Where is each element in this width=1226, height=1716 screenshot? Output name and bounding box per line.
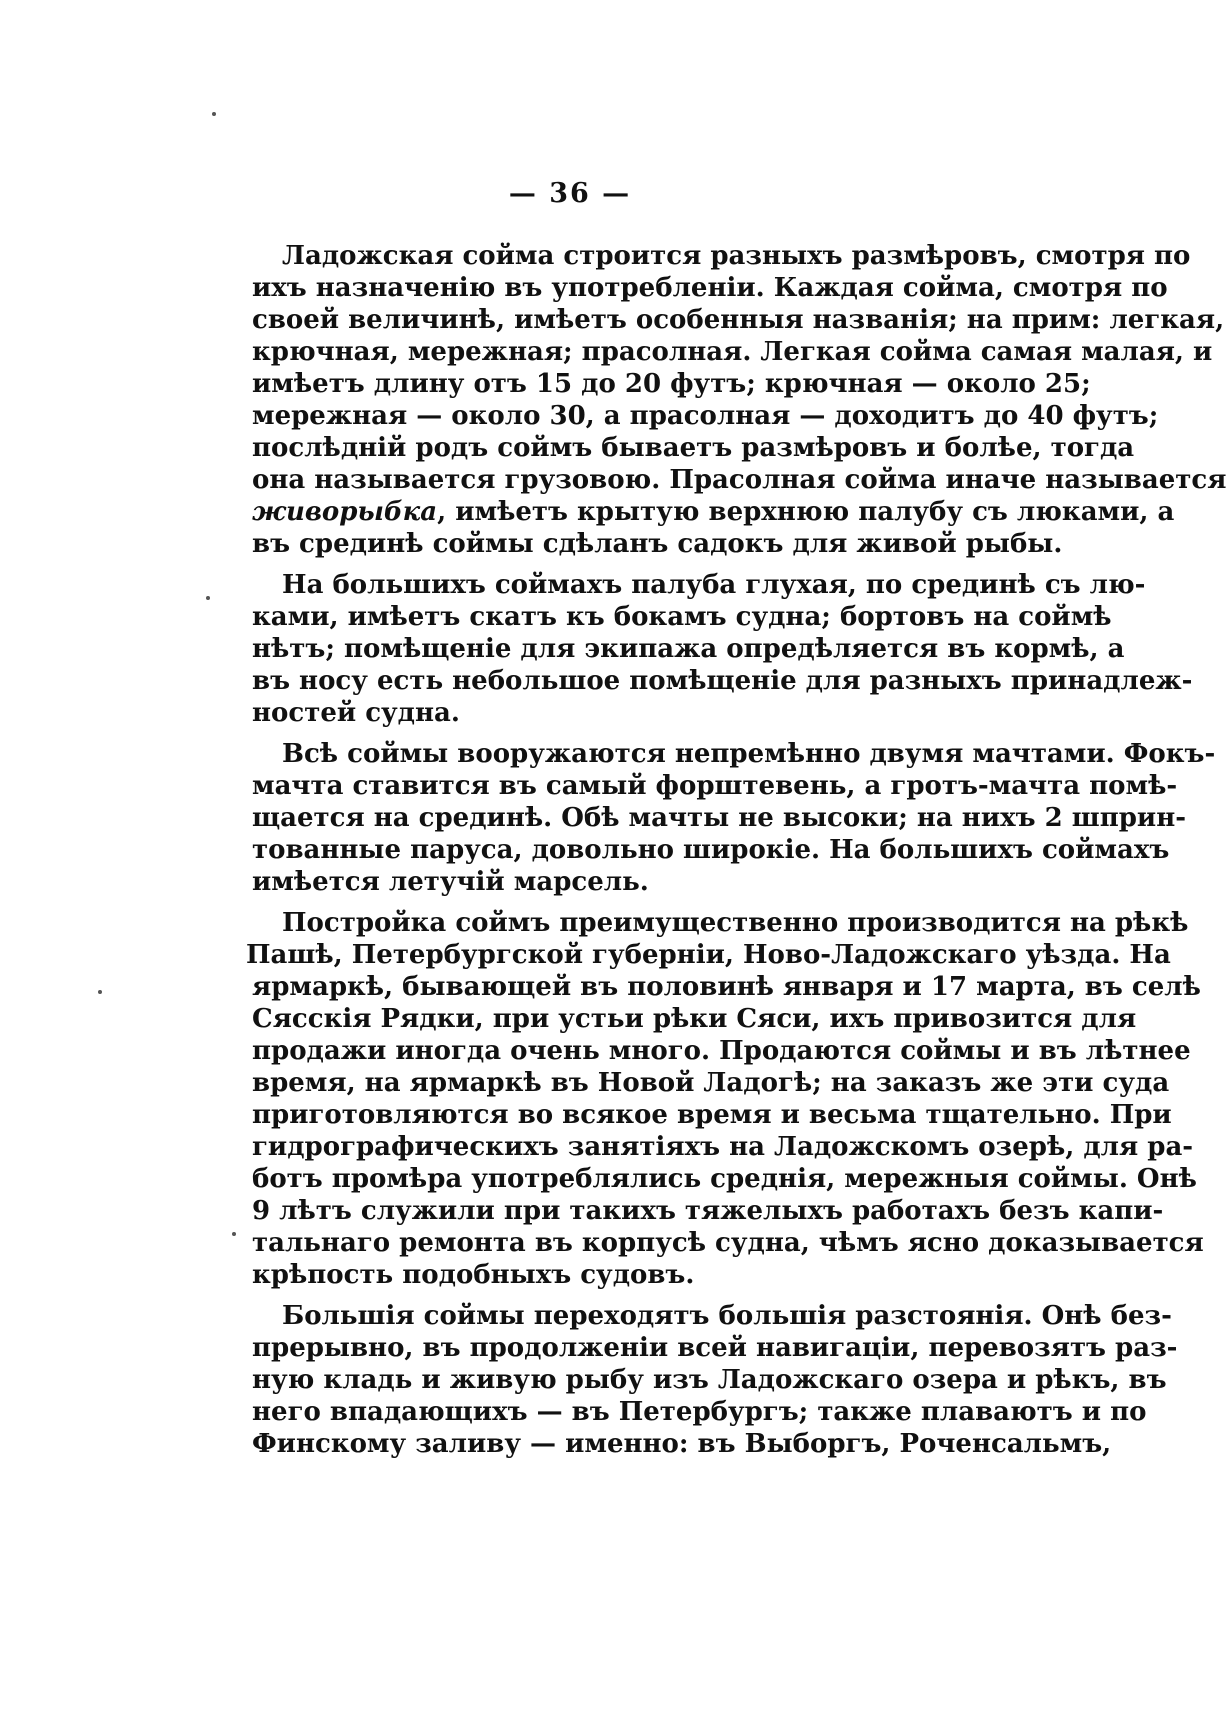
text-line: На большихъ соймахъ палуба глухая, по срединѣ съ лю-: [282, 570, 1146, 600]
text-line: она называется грузовою. Прасолная сойма иначе называется: [252, 465, 1226, 495]
paragraph-5: [252, 1300, 1178, 1460]
text-line-rest: , имѣетъ крытую верхнюю палубу съ люками, а: [437, 497, 1175, 527]
text-line: въ носу есть небольшое помѣщеніе для разныхъ принадлеж-: [252, 666, 1193, 696]
text-line: ную кладь и живую рыбу изъ Ладожскаго озера и рѣкъ, въ: [252, 1365, 1167, 1395]
text-line: щается на срединѣ. Обѣ мачты не высоки; на нихъ 2 шприн-: [252, 803, 1187, 833]
text-line: послѣдній родъ соймъ бываетъ размѣровъ и болѣе, тогда: [252, 433, 1135, 463]
page-body-text: [246, 240, 1226, 1460]
text-line: время, на ярмаркѣ въ Новой Ладогѣ; на заказъ же эти суда: [252, 1068, 1170, 1098]
text-line: ихъ назначенію въ употребленіи. Каждая сойма, смотря по: [252, 273, 1168, 303]
text-line: ками, имѣетъ скатъ къ бокамъ судна; бортовъ на соймѣ: [252, 602, 1112, 632]
text-line: гидрографическихъ занятіяхъ на Ладожскомъ озерѣ, для ра-: [252, 1132, 1194, 1162]
text-line: приготовляются во всякое время и весьма тщательно. При: [252, 1100, 1172, 1130]
scan-speck: [98, 990, 102, 994]
text-line: ярмаркѣ, бывающей въ половинѣ января и 17 марта, въ селѣ: [252, 972, 1201, 1002]
paragraph-4: [246, 907, 1204, 1291]
text-line: Ладожская сойма строится разныхъ размѣровъ, смотря по: [282, 241, 1191, 271]
text-line: въ срединѣ соймы сдѣланъ садокъ для живой рыбы.: [252, 529, 1063, 559]
text-line: ботъ промѣра употреблялись среднія, мережныя соймы. Онѣ: [252, 1164, 1197, 1194]
page-number: — 36 —: [508, 178, 632, 209]
text-line: мачта ставится въ самый форштевень, а гротъ-мачта помѣ-: [252, 771, 1178, 801]
paragraph-2: [252, 569, 1193, 729]
text-line: Всѣ соймы вооружаются непремѣнно двумя мачтами. Фокъ-: [282, 739, 1216, 769]
text-line: 9 лѣтъ служили при такихъ тяжелыхъ работахъ безъ капи-: [252, 1196, 1164, 1226]
text-line: Пашѣ, Петербургской губерніи, Ново-Ладожскаго уѣзда. На: [246, 940, 1171, 970]
text-line: имѣется летучій марсель.: [252, 867, 649, 897]
text-line: своей величинѣ, имѣетъ особенныя названія; на прим: легкая,: [252, 305, 1225, 335]
text-line: него впадающихъ — въ Петербургъ; также плаваютъ и по: [252, 1397, 1147, 1427]
text-line: крючная, мережная; прасолная. Легкая сойма самая малая, и: [252, 337, 1213, 367]
text-line: тальнаго ремонта въ корпусѣ судна, чѣмъ ясно доказывается: [252, 1228, 1204, 1258]
text-line: крѣпость подобныхъ судовъ.: [252, 1260, 695, 1290]
text-line: имѣетъ длину отъ 15 до 20 футъ; крючная — около 25;: [252, 369, 1091, 399]
text-line: Постройка соймъ преимущественно производится на рѣкѣ: [282, 908, 1189, 938]
text-line: Большія соймы переходятъ большія разстоянія. Онѣ без-: [282, 1301, 1172, 1331]
text-line: прерывно, въ продолженіи всей навигаціи, перевозятъ раз-: [252, 1333, 1178, 1363]
text-line: ностей судна.: [252, 698, 460, 728]
paragraph-1: [252, 240, 1226, 560]
scan-speck: [232, 1232, 236, 1236]
text-line: продажи иногда очень много. Продаются соймы и въ лѣтнее: [252, 1036, 1191, 1066]
text-line: мережная — около 30, а прасолная — доходитъ до 40 футъ;: [252, 401, 1159, 431]
text-line: тованные паруса, довольно широкіе. На большихъ соймахъ: [252, 835, 1170, 865]
paragraph-3: [252, 738, 1216, 898]
text-line: Финскому заливу — именно: въ Выборгъ, Роченсальмъ,: [252, 1429, 1112, 1459]
text-line: Сясскія Рядки, при устьи рѣки Сяси, ихъ привозится для: [252, 1004, 1137, 1034]
text-line: нѣтъ; помѣщеніе для экипажа опредѣляется въ кормѣ, а: [252, 634, 1125, 664]
text-line-with-italic: [252, 496, 1175, 528]
scan-speck: [206, 596, 210, 600]
italic-term: живорыбка: [252, 497, 438, 527]
scan-speck: [212, 112, 216, 116]
